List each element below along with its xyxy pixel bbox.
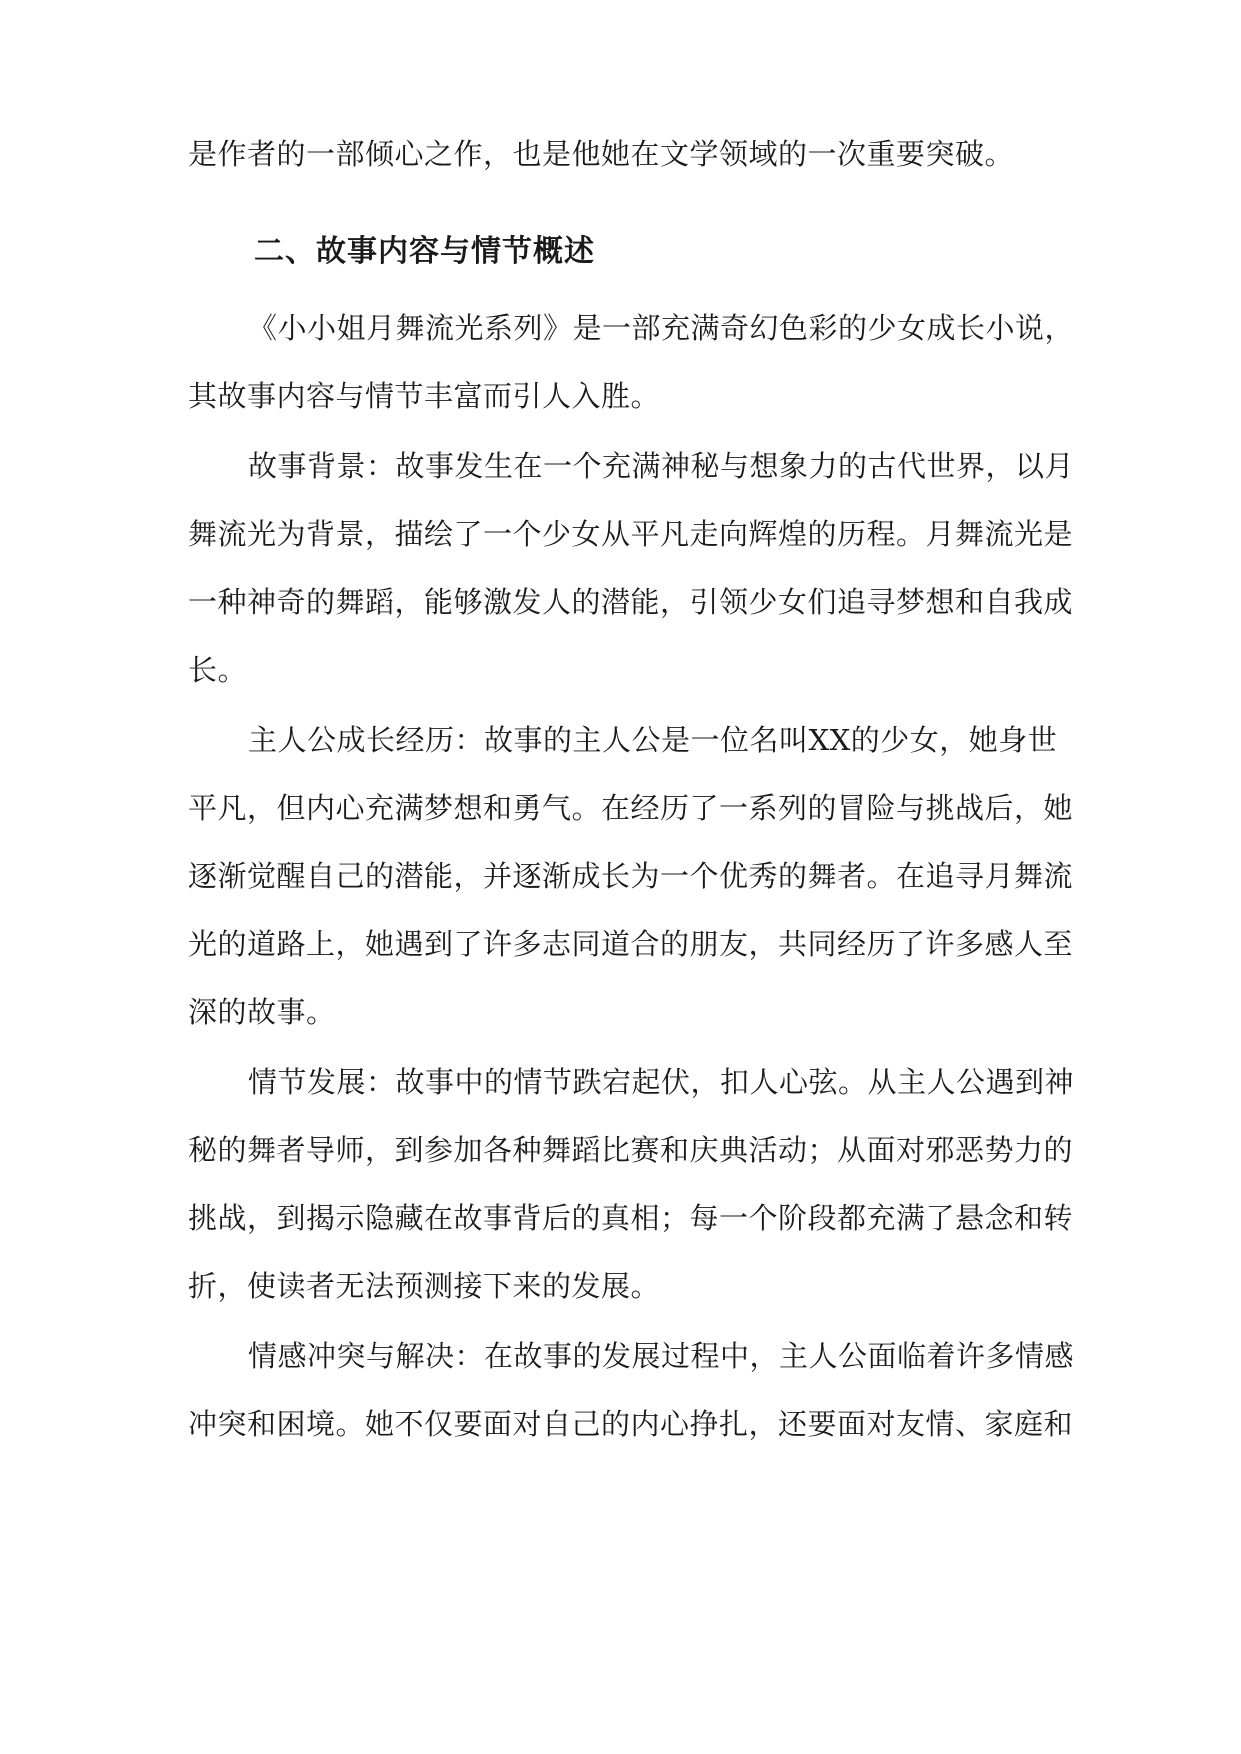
paragraph-line: 情节发展：故事中的情节跌宕起伏，扣人心弦。从主人公遇到神 [248, 1065, 1075, 1099]
paragraph-line: 冲突和困境。她不仅要面对自己的内心挣扎，还要面对友情、家庭和 [188, 1407, 1074, 1441]
paragraph-line: 光的道路上，她遇到了许多志同道合的朋友，共同经历了许多感人至 [188, 927, 1074, 961]
paragraph-line: 故事背景：故事发生在一个充满神秘与想象力的古代世界，以月 [248, 449, 1075, 483]
paragraph-line: 《小小姐月舞流光系列》是一部充满奇幻色彩的少女成长小说， [248, 311, 1075, 345]
paragraph-line: 一种神奇的舞蹈，能够激发人的潜能，引领少女们追寻梦想和自我成 [188, 585, 1074, 619]
paragraph-line: 主人公成长经历：故事的主人公是一位名叫XX的少女，她身世 [248, 723, 1058, 757]
paragraph-line: 舞流光为背景，描绘了一个少女从平凡走向辉煌的历程。月舞流光是 [188, 517, 1074, 551]
paragraph-line: 长。 [188, 653, 248, 687]
paragraph-line: 挑战，到揭示隐藏在故事背后的真相；每一个阶段都充满了悬念和转 [188, 1201, 1074, 1235]
section-heading: 二、故事内容与情节概述 [254, 234, 595, 269]
paragraph-line: 秘的舞者导师，到参加各种舞蹈比赛和庆典活动；从面对邪恶势力的 [188, 1133, 1074, 1167]
paragraph-line: 逐渐觉醒自己的潜能，并逐渐成长为一个优秀的舞者。在追寻月舞流 [188, 859, 1074, 893]
paragraph-line: 其故事内容与情节丰富而引人入胜。 [188, 379, 661, 413]
intro-line: 是作者的一部倾心之作，也是他她在文学领域的一次重要突破。 [188, 137, 1015, 171]
paragraph-line: 折，使读者无法预测接下来的发展。 [188, 1269, 661, 1303]
paragraph-line: 情感冲突与解决：在故事的发展过程中，主人公面临着许多情感 [248, 1339, 1075, 1373]
paragraph-line: 平凡，但内心充满梦想和勇气。在经历了一系列的冒险与挑战后，她 [188, 791, 1074, 825]
paragraph-line: 深的故事。 [188, 995, 336, 1029]
